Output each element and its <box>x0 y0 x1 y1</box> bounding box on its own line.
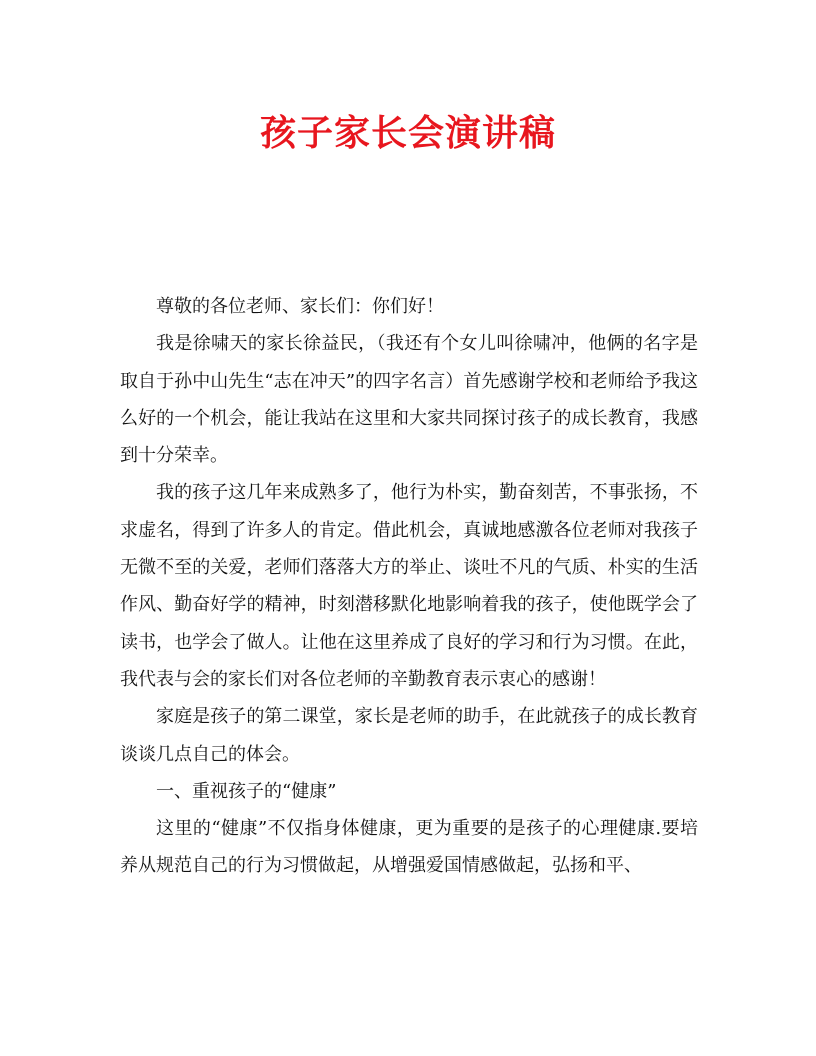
section-heading-health: 一、重视孩子的“健康” <box>156 780 337 802</box>
paragraph-introduction: 我是徐啸天的家长徐益民，（我还有个女儿叫徐啸冲，他俩的名字是取自于孙中山先生“志在冲天”的四字名言）首先感谢学校和老师给予我这么好的一个机会，能让我站在这里和大家共同探讨孩子的成长教育，我感到十分荣幸。 <box>120 333 698 467</box>
document-title: 孩子家长会演讲稿 <box>259 112 556 154</box>
paragraph-health: 这里的“健康”不仅指身体健康，更为重要的是孩子的心理健康.要培养从规范自己的行为习惯做起，从增强爱国情感做起，弘扬和平、 <box>120 818 698 877</box>
paragraph-family-classroom: 家庭是孩子的第二课堂，家长是老师的助手，在此就孩子的成长教育谈谈几点自己的体会。 <box>120 706 698 765</box>
paragraph-greeting: 尊敬的各位老师、家长们：你们好！ <box>156 296 444 317</box>
document-body <box>120 288 698 885</box>
paragraph-gratitude: 我的孩子这几年来成熟多了，他行为朴实，勤奋刻苦，不事张扬，不求虚名，得到了许多人的肯定。借此机会，真诚地感激各位老师对我孩子无微不至的关爱，老师们落落大方的举止、谈吐不凡的气质、朴实的生活作风、勤奋好学的精神，时刻潜移默化地影响着我的孩子，使他既学会了读书，也学会了做人。让他在这里养成了良好的学习和行为习惯。在此，我代表与会的家长们对各位老师的辛勤教育表示衷心的感谢！ <box>120 482 698 690</box>
